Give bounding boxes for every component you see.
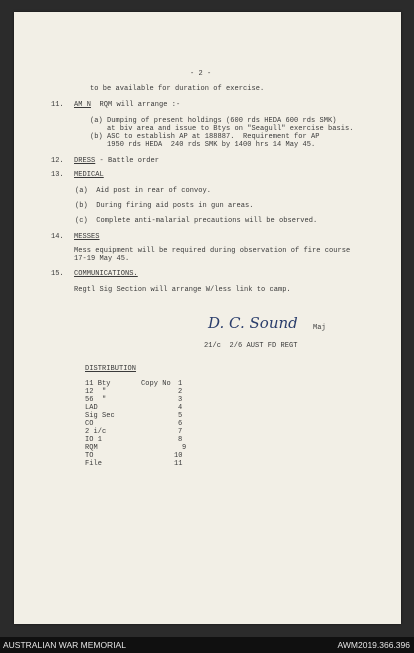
distribution-copy: 11 (174, 460, 183, 468)
distribution-name: LAD (85, 404, 98, 412)
section-11-line: (b) ASC to establish AP at 188887. Requirement for AP (90, 133, 320, 141)
distribution-name: File (85, 460, 103, 468)
distribution-name: TO (85, 452, 94, 460)
distribution-copy: 7 (178, 428, 183, 436)
distribution-name: IO 1 (85, 436, 103, 444)
distribution-copy: 9 (182, 444, 187, 452)
section-13-number: 13. (51, 171, 64, 179)
section-11-heading-rest: RQM will arrange :- (91, 101, 181, 109)
signature-title: 21/c 2/6 AUST FD REGT (204, 342, 298, 350)
signature-rank: Maj (313, 324, 326, 332)
archive-footer (0, 637, 414, 653)
distribution-copy: 10 (174, 452, 183, 460)
section-11-line: 1950 rds HEDA 240 rds SMK by 1400 hrs 14 May 45. (90, 141, 316, 149)
distribution-name: 56 " (85, 396, 107, 404)
section-13-line: (c) Complete anti-malarial precautions will be observed. (75, 217, 318, 225)
section-12-number: 12. (51, 157, 64, 165)
section-13-line: (a) Aid post in rear of convoy. (75, 187, 212, 195)
distribution-copy: 5 (178, 412, 183, 420)
section-15-number: 15. (51, 270, 64, 278)
copy-label: Copy No (141, 380, 171, 388)
handwritten-signature: D. C. Sound (208, 314, 298, 332)
section-14-line: Mess equipment will be required during observation of fire course (74, 247, 351, 255)
distribution-copy: 6 (178, 420, 183, 428)
distribution-copy: 4 (178, 404, 183, 412)
section-12-heading-text: DRESS (74, 157, 96, 165)
distribution-name: RQM (85, 444, 98, 452)
section-14-number: 14. (51, 233, 64, 241)
footer-institution: AUSTRALIAN WAR MEMORIAL (3, 640, 126, 650)
section-13-line: (b) During firing aid posts in gun areas. (75, 202, 254, 210)
section-14-line: 17-19 May 45. (74, 255, 130, 263)
section-11-line: at biv area and issue to Btys on "Seagull" exercise basis. (90, 125, 354, 133)
section-11-heading (74, 101, 180, 109)
section-11-heading-text: AM N (74, 101, 92, 109)
distribution-name: 11 Bty (85, 380, 111, 388)
distribution-heading: DISTRIBUTION (85, 365, 137, 373)
section-12-heading-rest: - Battle order (95, 157, 160, 165)
section-11-line: (a) Dumping of present holdings (600 rds HEDA 600 rds SMK) (90, 117, 337, 125)
section-14-heading: MESSES (74, 233, 100, 241)
distribution-copy: 3 (178, 396, 183, 404)
distribution-copy: 2 (178, 388, 183, 396)
document-page (14, 12, 401, 624)
section-12-heading (74, 157, 159, 165)
distribution-name: 12 " (85, 388, 107, 396)
section-15-heading: COMMUNICATIONS. (74, 270, 138, 278)
page-number: - 2 - (190, 70, 212, 78)
continuation-line: to be available for duration of exercise. (90, 85, 265, 93)
distribution-copy: 1 (178, 380, 183, 388)
section-11-number: 11. (51, 101, 64, 109)
section-15-line: Regtl Sig Section will arrange W/less link to camp. (74, 286, 291, 294)
distribution-name: Sig Sec (85, 412, 115, 420)
distribution-name: 2 i/c (85, 428, 107, 436)
distribution-name: CO (85, 420, 94, 428)
distribution-copy: 8 (178, 436, 183, 444)
footer-catalogue-id: AWM2019.366.396 (337, 640, 410, 650)
section-13-heading: MEDICAL (74, 171, 104, 179)
